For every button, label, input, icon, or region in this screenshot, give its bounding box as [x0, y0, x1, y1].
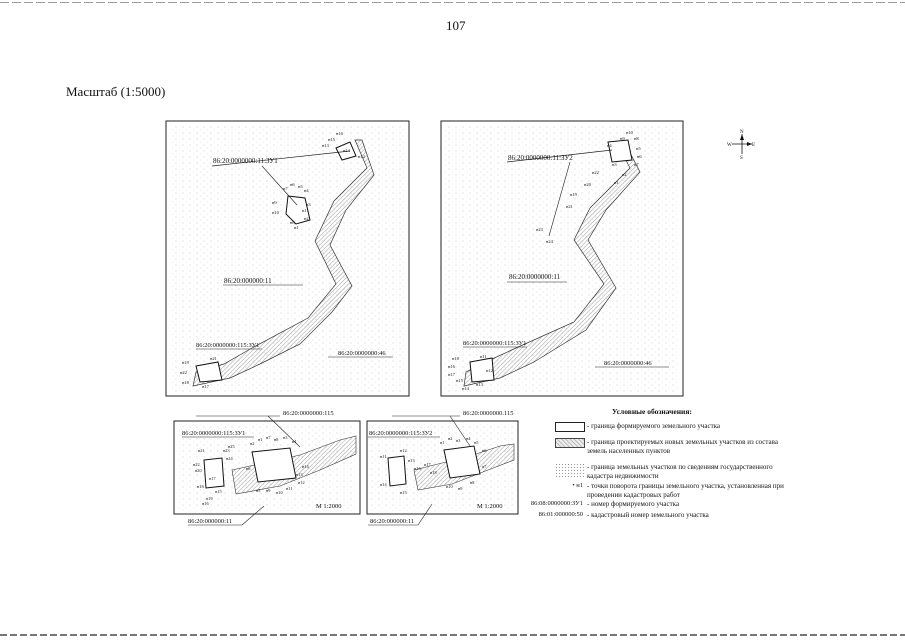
svg-text:н2: н2 [448, 436, 453, 441]
svg-text:н7: н7 [482, 464, 487, 469]
svg-text:н20: н20 [195, 468, 202, 473]
svg-text:н21: н21 [198, 448, 205, 453]
inset-right-base-label: 86:20:000000:11 [370, 518, 415, 525]
inset-right [367, 410, 518, 525]
svg-text:н18: н18 [182, 380, 189, 385]
svg-text:н4: н4 [466, 436, 471, 441]
svg-text:н3: н3 [306, 202, 311, 207]
legend-dots-symbol [555, 463, 585, 477]
svg-text:н2: н2 [250, 441, 255, 446]
svg-text:н9: н9 [272, 200, 277, 205]
scale-title: Масштаб (1:5000) [66, 84, 166, 99]
svg-text:н5: н5 [298, 184, 303, 189]
svg-text:н20: н20 [584, 182, 591, 187]
svg-text:н22: н22 [592, 170, 599, 175]
svg-text:н6: н6 [637, 154, 642, 159]
svg-text:н9: н9 [266, 488, 271, 493]
inset-left [174, 410, 360, 525]
svg-text:н12: н12 [400, 448, 407, 453]
inset-right-parcel-label: 86:20:0000000:115:ЗУ2 [369, 430, 433, 437]
map-left-parcel-south [196, 362, 222, 382]
compass-s: S [740, 156, 743, 161]
svg-text:н10: н10 [626, 130, 633, 135]
svg-text:н22: н22 [180, 370, 187, 375]
svg-text:н12: н12 [358, 154, 365, 159]
svg-text:н15: н15 [215, 489, 222, 494]
svg-text:н15: н15 [400, 490, 407, 495]
svg-text:н6: н6 [482, 448, 487, 453]
svg-text:н23: н23 [223, 448, 230, 453]
svg-text:н7: н7 [283, 186, 288, 191]
svg-text:н24: н24 [226, 456, 233, 461]
map-right-base-label: 86:20:0000000:11 [509, 273, 561, 281]
legend-hatch-symbol [555, 438, 585, 448]
svg-text:н25: н25 [228, 444, 235, 449]
svg-text:н2: н2 [622, 172, 627, 177]
svg-text:н24: н24 [546, 239, 553, 244]
inset-right-scale: М 1:2000 [477, 503, 503, 510]
svg-text:н15: н15 [456, 378, 463, 383]
svg-text:н14: н14 [302, 464, 309, 469]
svg-text:н18: н18 [197, 484, 204, 489]
svg-text:н4: н4 [607, 143, 612, 148]
map-right [441, 121, 683, 396]
svg-text:н6: н6 [246, 466, 251, 471]
svg-text:н16: н16 [202, 501, 209, 506]
svg-text:н18: н18 [430, 470, 437, 475]
map-right-cadastre-texture [445, 125, 679, 392]
inset-left-parcel-2 [204, 458, 224, 488]
page-number: 107 [446, 18, 466, 33]
compass-n: N [740, 130, 744, 135]
svg-text:н17: н17 [209, 476, 216, 481]
svg-text:н1: н1 [614, 180, 619, 185]
legend-point-symbol: • н1 [572, 482, 583, 489]
svg-text:н11: н11 [480, 354, 487, 359]
svg-text:н1: н1 [294, 225, 299, 230]
map-right-right-label: 86:20:0000000:46 [604, 360, 652, 367]
map-right-parcel-label: 86:20:0000000:11:ЗУ2 [508, 154, 573, 162]
map-left-base-label: 86:20:000000:11 [224, 277, 272, 285]
svg-text:н16: н16 [336, 131, 343, 136]
svg-text:н21: н21 [566, 204, 573, 209]
svg-text:н1: н1 [440, 440, 445, 445]
svg-text:н2: н2 [304, 216, 309, 221]
inset-left-scale: М 1:2000 [316, 503, 342, 510]
svg-text:н19: н19 [206, 496, 213, 501]
legend-number-sample: 86:08:0000000:ЗУ1 [530, 500, 583, 507]
svg-text:н17: н17 [202, 384, 209, 389]
svg-text:н3: н3 [612, 162, 617, 167]
svg-text:н12: н12 [486, 368, 493, 373]
svg-text:н17: н17 [424, 462, 431, 467]
svg-text:н16: н16 [448, 364, 455, 369]
svg-text:н22: н22 [193, 462, 200, 467]
svg-text:н10: н10 [276, 490, 283, 495]
svg-text:н11: н11 [380, 454, 387, 459]
svg-text:н16: н16 [414, 466, 421, 471]
compass-w: W [727, 143, 732, 148]
map-right-lower-label: 86:20:0000000:115:ЗУ1 [463, 340, 527, 347]
inset-right-parcel-2 [388, 456, 406, 486]
svg-text:н5: н5 [474, 440, 479, 445]
svg-text:н23: н23 [536, 227, 543, 232]
map-left-right-label: 86:20:0000000:46 [338, 350, 386, 357]
svg-text:н3: н3 [456, 438, 461, 443]
svg-text:н10: н10 [446, 484, 453, 489]
svg-text:н13: н13 [296, 472, 303, 477]
legend-box-symbol [555, 422, 585, 432]
map-left-parcel-label: 86:20:0000000:11:ЗУ1 [213, 157, 278, 165]
legend-title: Условные обозначения: [612, 407, 692, 416]
inset-left-base-label: 86:20:000000:11 [188, 518, 233, 525]
svg-text:н13: н13 [322, 143, 329, 148]
svg-text:н14: н14 [380, 482, 387, 487]
inset-right-parcel [444, 446, 480, 478]
svg-text:н5: н5 [256, 488, 261, 493]
svg-text:н5: н5 [636, 146, 641, 151]
scan-bottom-edge [0, 634, 905, 636]
compass-e: E [752, 143, 756, 148]
svg-text:н10: н10 [272, 210, 279, 215]
inset-left-parcel-label: 86:20:0000000:115:ЗУ1 [182, 430, 246, 437]
svg-text:н19: н19 [570, 192, 577, 197]
svg-text:н9: н9 [620, 136, 625, 141]
inset-left-top-label: 86:20:0000000:115 [283, 410, 334, 417]
svg-text:н21: н21 [210, 356, 217, 361]
svg-text:н7: н7 [266, 435, 271, 440]
svg-text:н11: н11 [302, 208, 309, 213]
svg-text:н8: н8 [470, 480, 475, 485]
svg-text:н12: н12 [298, 480, 305, 485]
svg-text:н7: н7 [634, 162, 639, 167]
svg-text:н8: н8 [274, 437, 279, 442]
inset-left-parcel [252, 448, 296, 482]
inset-right-top-label: 86:20:0000000.115 [463, 410, 514, 417]
svg-text:н1: н1 [258, 437, 263, 442]
svg-text:н6: н6 [290, 182, 295, 187]
svg-text:н13: н13 [476, 382, 483, 387]
svg-text:н18: н18 [452, 356, 459, 361]
legend-cadastral-sample: 86:01:000000:50 [538, 511, 583, 518]
svg-text:н4: н4 [292, 439, 297, 444]
map-left [166, 121, 409, 396]
svg-text:н4: н4 [304, 188, 309, 193]
svg-text:н8: н8 [634, 136, 639, 141]
svg-text:н9: н9 [458, 486, 463, 491]
svg-text:н15: н15 [328, 137, 335, 142]
north-arrow [728, 128, 756, 160]
svg-text:н13: н13 [408, 458, 415, 463]
svg-text:н3: н3 [283, 435, 288, 440]
svg-text:н14: н14 [343, 148, 350, 153]
svg-text:н17: н17 [448, 372, 455, 377]
svg-text:н8: н8 [290, 220, 295, 225]
svg-text:н11: н11 [286, 486, 293, 491]
svg-text:н14: н14 [462, 386, 469, 391]
svg-text:н19: н19 [182, 360, 189, 365]
map-left-lower-label: 86:20:0000000:115:ЗУ1 [196, 342, 260, 349]
